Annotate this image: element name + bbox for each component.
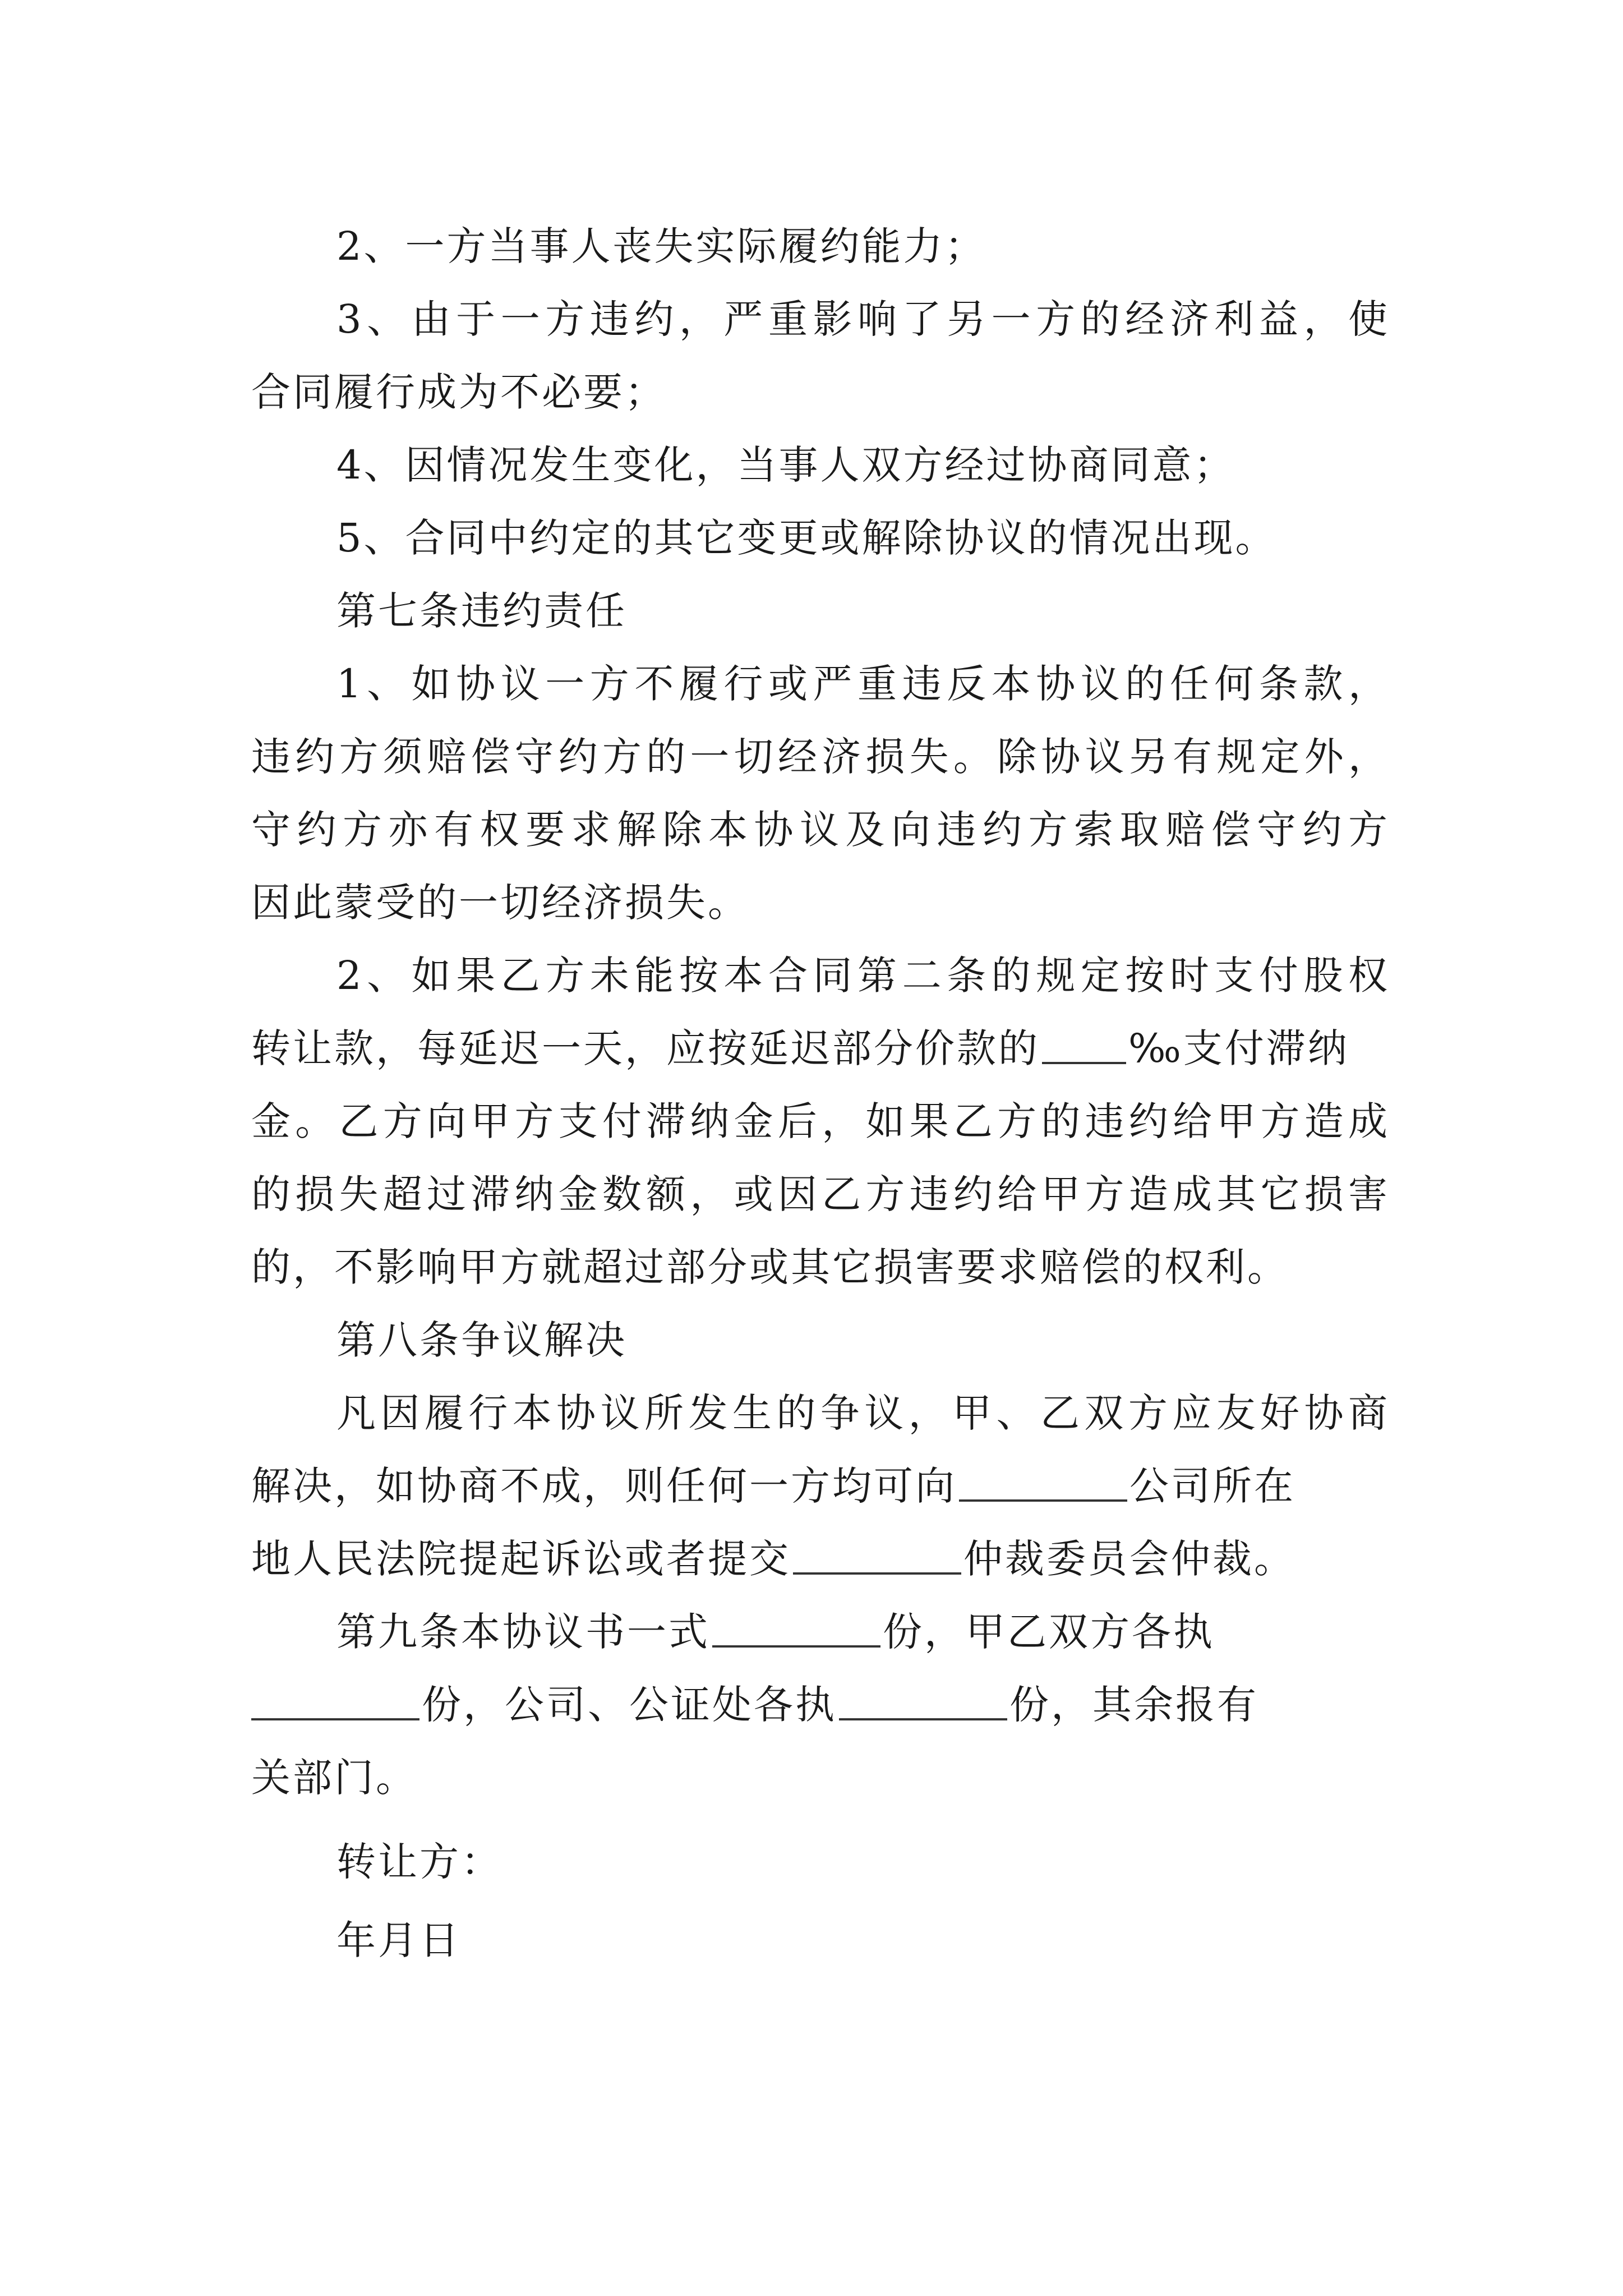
article-7-item-2-line-3: 金。乙方向甲方支付滞纳金后，如果乙方的违约给甲方造成 bbox=[251, 1098, 1390, 1144]
article-8-heading: 第八条争议解决 bbox=[336, 1317, 627, 1363]
text-segment: 份，公司、公证处各执 bbox=[422, 1682, 837, 1728]
article-7-item-2-line-1: 2、如果乙方未能按本合同第二条的规定按时支付股权 bbox=[336, 953, 1390, 999]
clause-6-item-3-line-2: 合同履行成为不必要； bbox=[251, 369, 666, 415]
article-8-line-1: 凡因履行本协议所发生的争议，甲、乙双方应友好协商 bbox=[336, 1390, 1390, 1436]
fill-in-blank-late-fee-rate[interactable] bbox=[1042, 1028, 1126, 1064]
text-segment: 转让款，每延迟一天，应按延迟部分价款的 bbox=[251, 1025, 1040, 1071]
text-segment: 解决，如协商不成，则任何一方均可向 bbox=[251, 1463, 957, 1509]
text-segment: 公司所在 bbox=[1129, 1463, 1295, 1509]
fill-in-blank-copies[interactable] bbox=[712, 1612, 880, 1648]
article-8-line-2 bbox=[251, 1455, 1390, 1517]
text-segment: ‰支付滞纳 bbox=[1128, 1025, 1349, 1071]
article-9-line-1 bbox=[336, 1601, 1390, 1663]
fill-in-blank-notary-copies[interactable] bbox=[839, 1685, 1007, 1720]
text-segment: 份，其余报有 bbox=[1009, 1682, 1258, 1728]
article-8-line-3 bbox=[251, 1528, 1390, 1590]
article-9-line-3: 关部门。 bbox=[251, 1755, 417, 1801]
clause-6-item-3-line-1: 3、由于一方违约，严重影响了另一方的经济利益，使 bbox=[336, 296, 1390, 342]
fill-in-blank-company[interactable] bbox=[959, 1466, 1127, 1502]
text-segment: 份，甲乙双方各执 bbox=[883, 1609, 1215, 1655]
text-segment: 仲裁委员会仲裁。 bbox=[963, 1536, 1295, 1582]
clause-6-item-4: 4、因情况发生变化，当事人双方经过协商同意； bbox=[336, 442, 1235, 488]
clause-6-item-2: 2、一方当事人丧失实际履约能力； bbox=[336, 223, 986, 269]
article-7-item-1-line-1: 1、如协议一方不履行或严重违反本协议的任何条款， bbox=[336, 661, 1390, 707]
clause-6-item-5: 5、合同中约定的其它变更或解除协议的情况出现。 bbox=[336, 515, 1277, 561]
article-7-item-2-line-2 bbox=[251, 1018, 1390, 1079]
article-7-item-1-line-3: 守约方亦有权要求解除本协议及向违约方索取赔偿守约方 bbox=[251, 807, 1390, 853]
text-segment: 第九条本协议书一式 bbox=[336, 1609, 710, 1655]
article-9-line-2 bbox=[251, 1674, 1390, 1736]
article-7-item-1-line-2: 违约方须赔偿守约方的一切经济损失。除协议另有规定外， bbox=[251, 734, 1390, 780]
transferor-signature-label: 转让方： bbox=[336, 1839, 502, 1885]
article-7-item-2-line-4: 的损失超过滞纳金数额，或因乙方违约给甲方造成其它损害 bbox=[251, 1171, 1390, 1217]
article-7-item-2-line-5: 的，不影响甲方就超过部分或其它损害要求赔偿的权利。 bbox=[251, 1244, 1289, 1290]
fill-in-blank-party-copies[interactable] bbox=[251, 1685, 419, 1720]
date-label: 年月日 bbox=[336, 1917, 461, 1963]
article-7-item-1-line-4: 因此蒙受的一切经济损失。 bbox=[251, 880, 749, 926]
article-7-heading: 第七条违约责任 bbox=[336, 588, 627, 634]
text-segment: 地人民法院提起诉讼或者提交 bbox=[251, 1536, 791, 1582]
fill-in-blank-arbitration-body[interactable] bbox=[793, 1539, 961, 1575]
